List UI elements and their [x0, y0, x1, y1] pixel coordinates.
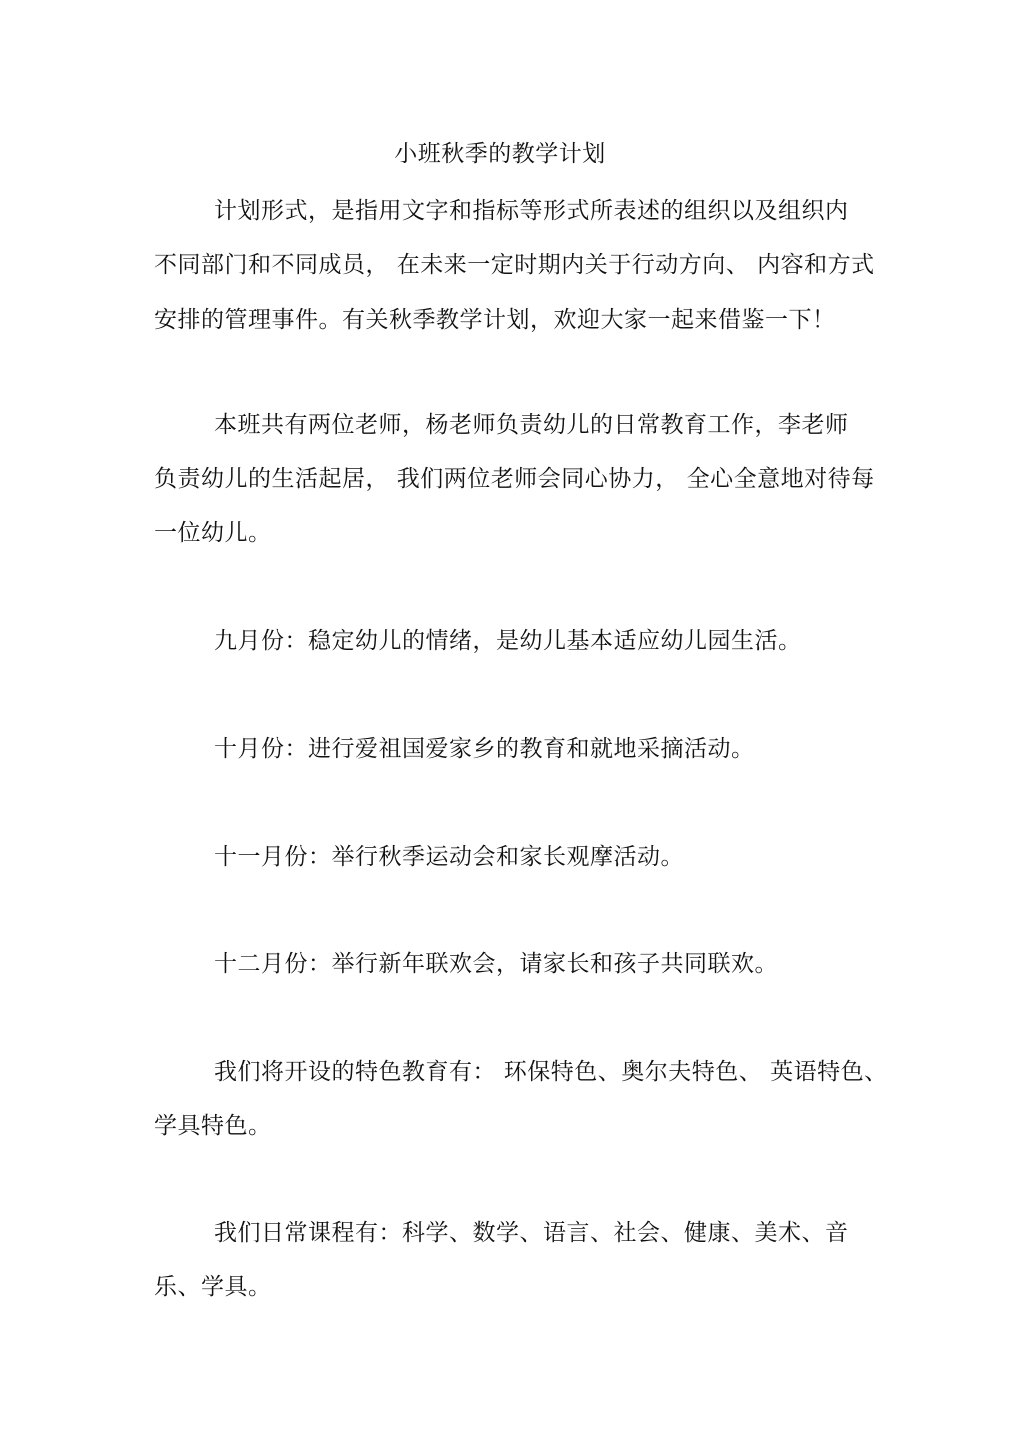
month-december: 十二月份：举行新年联欢会，请家长和孩子共同联欢。 — [214, 951, 778, 977]
month-november: 十一月份：举行秋季运动会和家长观摩活动。 — [214, 844, 684, 870]
features-line-1: 我们将开设的特色教育有： 环保特色、奥尔夫特色、 英语特色、 — [214, 1059, 888, 1085]
teachers-line-3: 一位幼儿。 — [154, 520, 272, 546]
document-title: 小班秋季的教学计划 — [394, 141, 606, 167]
month-october: 十月份：进行爱祖国爱家乡的教育和就地采摘活动。 — [214, 736, 755, 762]
teachers-line-1: 本班共有两位老师，杨老师负责幼儿的日常教育工作，李老师 — [214, 412, 849, 438]
courses-line-1: 我们日常课程有：科学、数学、语言、社会、健康、美术、音 — [214, 1220, 849, 1246]
teachers-line-2: 负责幼儿的生活起居， 我们两位老师会同心协力， 全心全意地对待每 — [154, 466, 875, 492]
features-line-2: 学具特色。 — [154, 1113, 272, 1139]
month-september: 九月份：稳定幼儿的情绪，是幼儿基本适应幼儿园生活。 — [214, 628, 802, 654]
courses-line-2: 乐、学具。 — [154, 1274, 272, 1300]
intro-line-3: 安排的管理事件。有关秋季教学计划，欢迎大家一起来借鉴一下！ — [154, 307, 836, 333]
intro-line-1: 计划形式，是指用文字和指标等形式所表述的组织以及组织内 — [214, 198, 849, 224]
intro-line-2: 不同部门和不同成员， 在未来一定时期内关于行动方向、 内容和方式 — [154, 252, 875, 278]
